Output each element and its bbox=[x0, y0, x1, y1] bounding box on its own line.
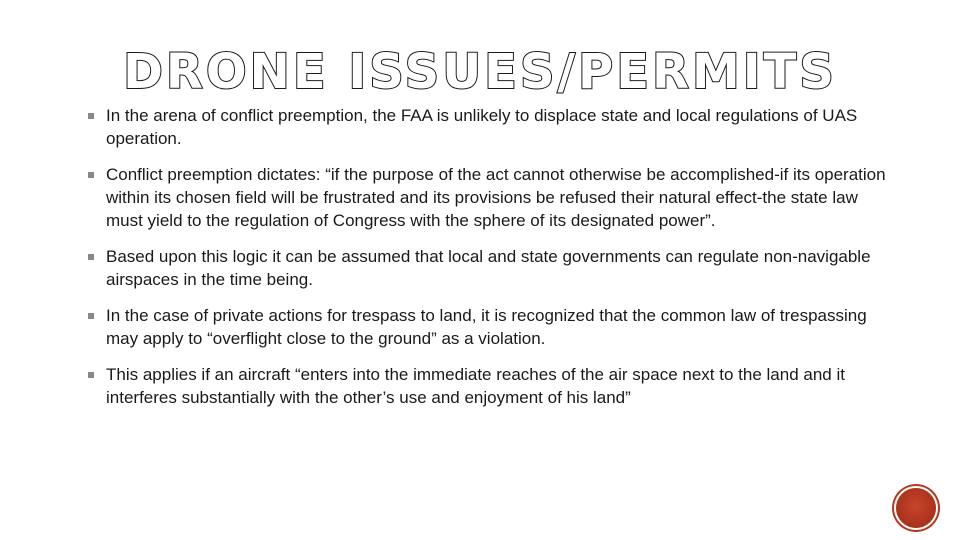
bullet-item bbox=[88, 363, 888, 409]
bullet-text: Based upon this logic it can be assumed that local and state governments can regulate non-navigable airspaces in the time being. bbox=[106, 247, 871, 289]
bullet-text: In the arena of conflict preemption, the FAA is unlikely to displace state and local regulations of UAS operation. bbox=[106, 106, 858, 148]
bullet-item bbox=[88, 245, 888, 291]
title-container bbox=[0, 40, 960, 104]
square-bullet-icon bbox=[88, 372, 94, 378]
bullet-item bbox=[88, 163, 888, 232]
square-bullet-icon bbox=[88, 313, 94, 319]
slide-number-badge bbox=[896, 488, 936, 528]
bullet-item bbox=[88, 304, 888, 350]
bullet-list bbox=[88, 104, 888, 409]
square-bullet-icon bbox=[88, 172, 94, 178]
bullet-text: This applies if an aircraft “enters into the immediate reaches of the air space next to the land and it interferes substantially with the other’s use and enjoyment of his land” bbox=[106, 365, 845, 407]
bullet-text: In the case of private actions for trespass to land, it is recognized that the common law of trespassing may apply to “overflight close to the ground” as a violation. bbox=[106, 306, 867, 348]
bullet-text: Conflict preemption dictates: “if the purpose of the act cannot otherwise be accomplished-if its operation within its chosen field will be frustrated and its provisions be refused their natural effect-the state law must yield to the regulation of Congress with the sphere of its designated power”. bbox=[106, 165, 886, 230]
content-area bbox=[88, 104, 888, 422]
slide-title: DRONE ISSUES/PERMITS bbox=[123, 44, 837, 100]
square-bullet-icon bbox=[88, 254, 94, 260]
square-bullet-icon bbox=[88, 113, 94, 119]
bullet-item bbox=[88, 104, 888, 150]
